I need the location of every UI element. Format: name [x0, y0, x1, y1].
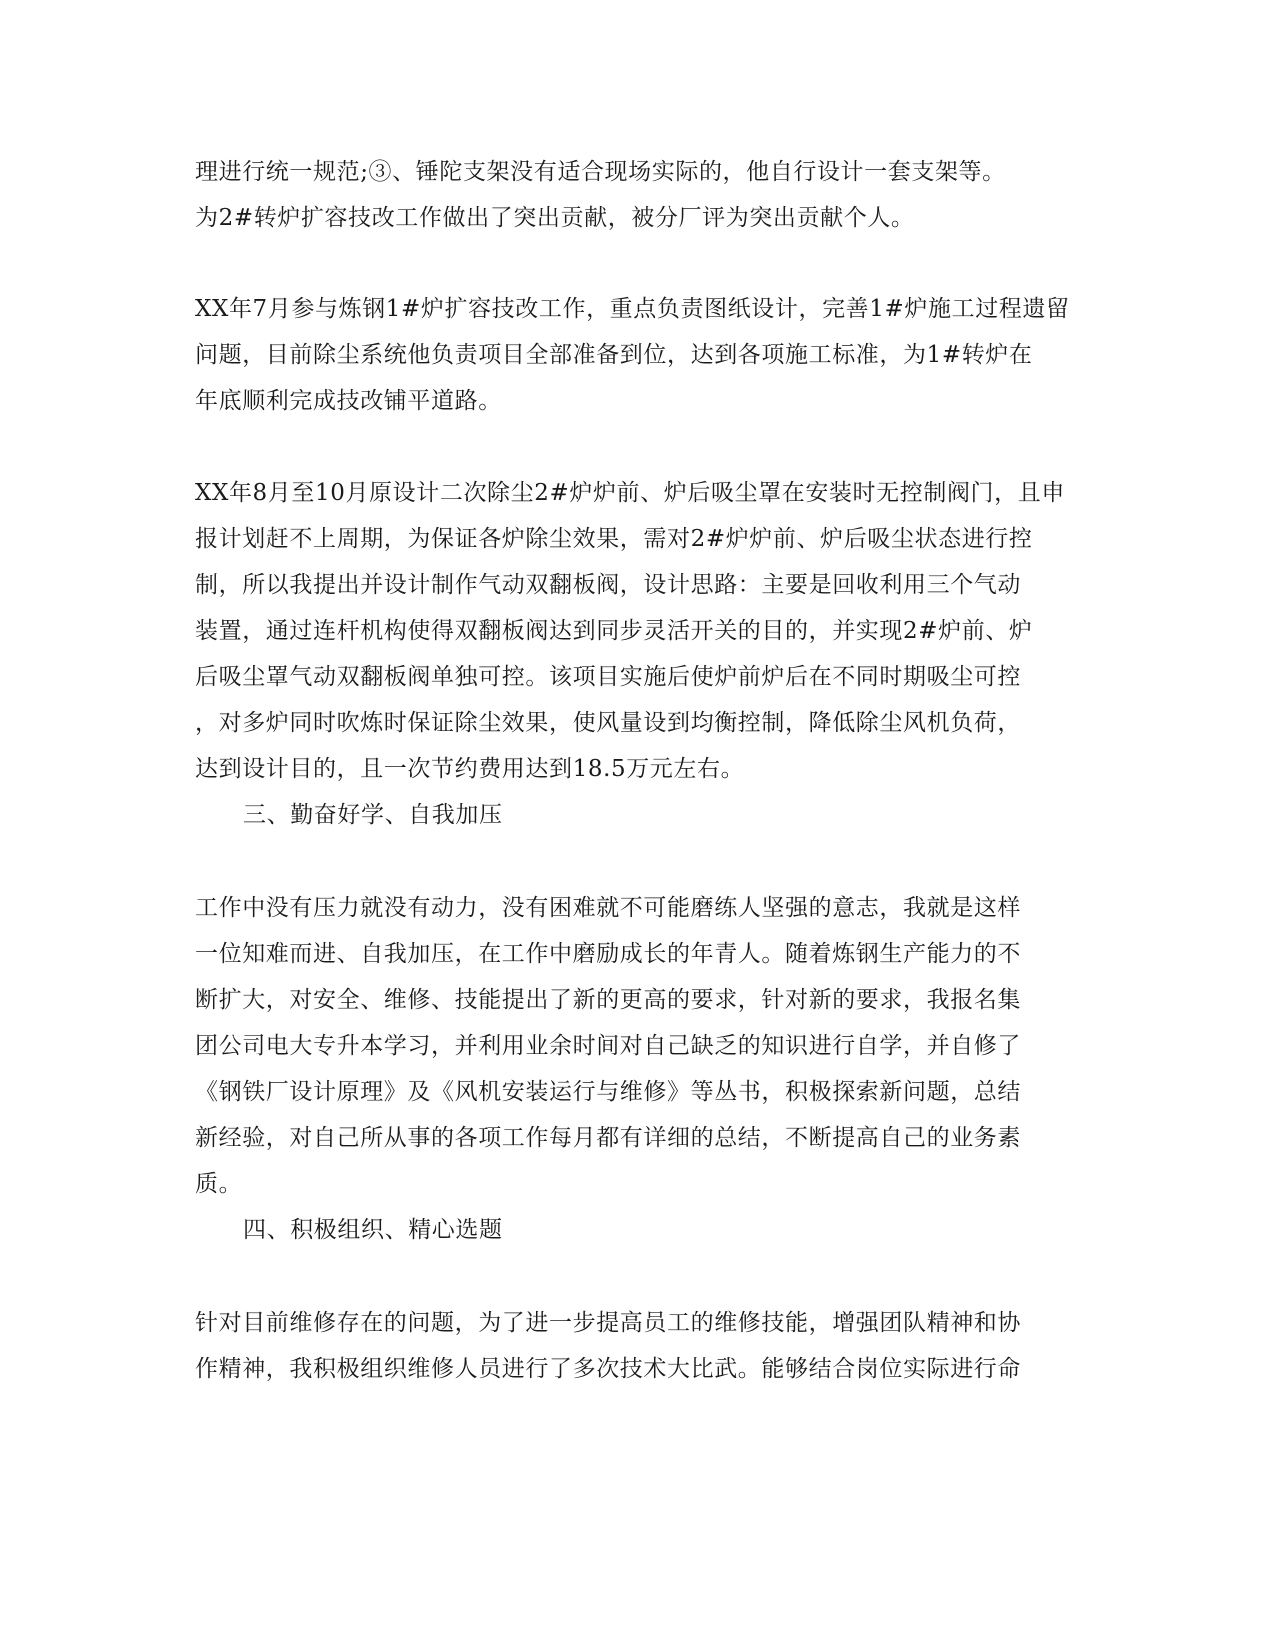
text-line: ，对多炉同时吹炼时保证除尘效果，使风量设到均衡控制，降低除尘风机负荷，: [195, 710, 1021, 736]
text-line: 制，所以我提出并设计制作气动双翻板阀，设计思路：主要是回收利用三个气动: [195, 572, 1021, 598]
text-line: 为2#转炉扩容技改工作做出了突出贡献，被分厂评为突出贡献个人。: [195, 205, 915, 231]
section-heading: 四、积极组织、精心选题: [243, 1217, 503, 1243]
text-line: XX年7月参与炼钢1#炉扩容技改工作，重点负责图纸设计，完善1#炉施工过程遗留: [195, 296, 1070, 322]
text-line: 一位知难而进、自我加压，在工作中磨励成长的年青人。随着炼钢生产能力的不: [195, 941, 1021, 967]
text-line: XX年8月至10月原设计二次除尘2#炉炉前、炉后吸尘罩在安装时无控制阀门，且申: [195, 480, 1065, 506]
text-line: 装置，通过连杆机构使得双翻板阀达到同步灵活开关的目的，并实现2#炉前、炉: [195, 618, 1033, 644]
section-heading: 三、勤奋好学、自我加压: [243, 802, 503, 828]
text-line: 工作中没有压力就没有动力，没有困难就不可能磨练人坚强的意志，我就是这样: [195, 895, 1021, 921]
text-line: 后吸尘罩气动双翻板阀单独可控。该项目实施后使炉前炉后在不同时期吸尘可控: [195, 664, 1021, 690]
text-line: 新经验，对自己所从事的各项工作每月都有详细的总结，不断提高自己的业务素: [195, 1125, 1021, 1151]
text-line: 团公司电大专升本学习，并利用业余时间对自己缺乏的知识进行自学，并自修了: [195, 1033, 1021, 1059]
text-line: 年底顺利完成技改铺平道路。: [195, 388, 502, 414]
text-line: 针对目前维修存在的问题，为了进一步提高员工的维修技能，增强团队精神和协: [195, 1310, 1021, 1336]
text-line: 作精神，我积极组织维修人员进行了多次技术大比武。能够结合岗位实际进行命: [195, 1356, 1021, 1382]
text-line: 质。: [195, 1171, 243, 1197]
text-line: 达到设计目的，且一次节约费用达到18.5万元左右。: [195, 756, 745, 782]
text-line: 《钢铁厂设计原理》及《风机安装运行与维修》等丛书，积极探索新问题，总结: [195, 1079, 1021, 1105]
text-line: 问题，目前除尘系统他负责项目全部准备到位，达到各项施工标准，为1#转炉在: [195, 342, 1033, 368]
text-line: 报计划赶不上周期，为保证各炉除尘效果，需对2#炉炉前、炉后吸尘状态进行控: [195, 526, 1033, 552]
text-line: 理进行统一规范;③、锤陀支架没有适合现场实际的，他自行设计一套支架等。: [195, 159, 1006, 185]
text-line: 断扩大，对安全、维修、技能提出了新的更高的要求，针对新的要求，我报名集: [195, 987, 1021, 1013]
